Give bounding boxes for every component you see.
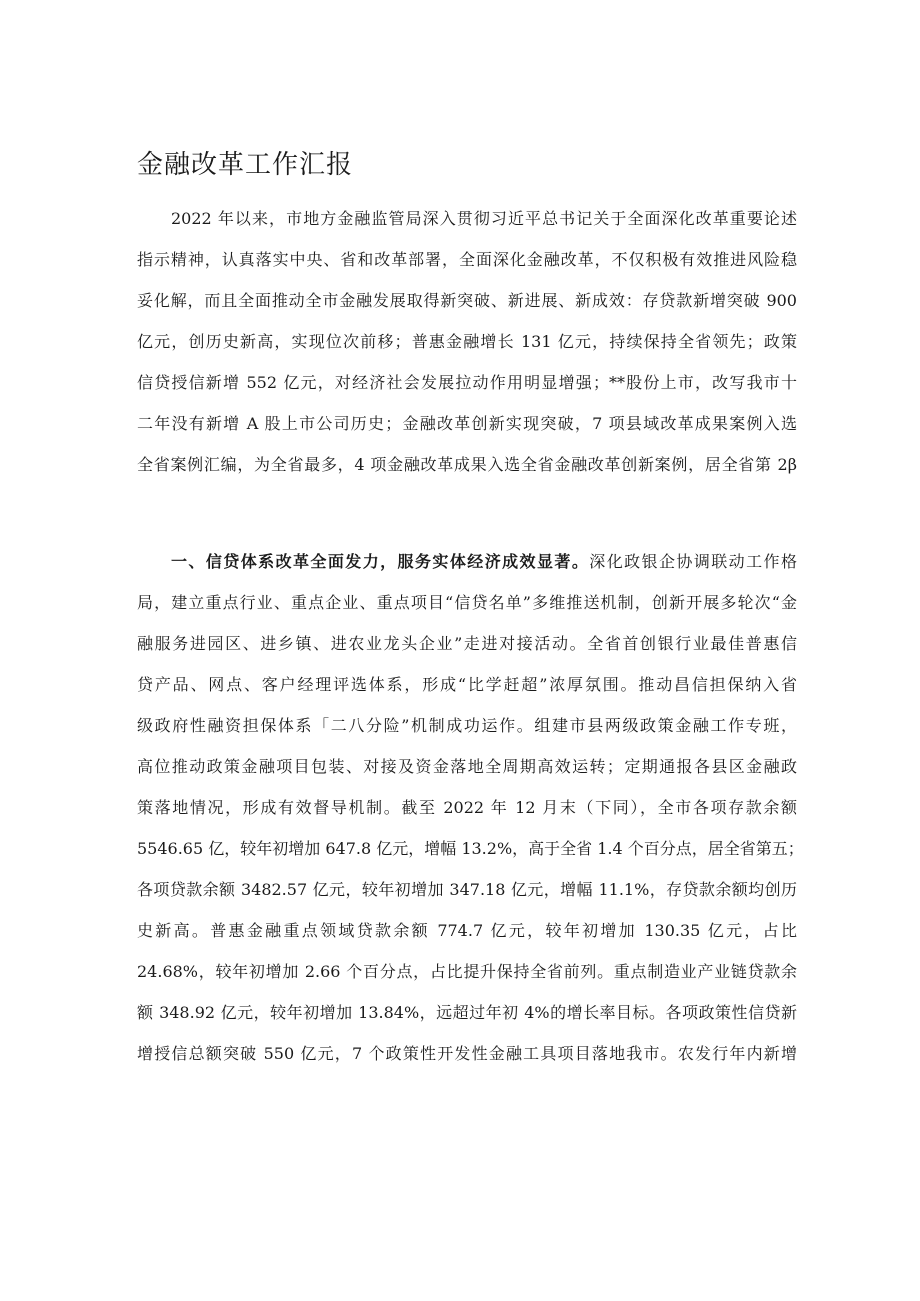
text-line: 级政府性融资担保体系「二八分险”机制成功运作。组建市县两级政策金融工作专班， [137,716,797,735]
document-title: 金融改革工作汇报 [137,150,354,180]
heading-continuation: 深化政银企协调联动工作格 [589,552,797,571]
text-line: 2022 年以来，市地方金融监管局深入贯彻习近平总书记关于全面深化改革重要论述 [171,209,797,228]
text-line: 史新高。普惠金融重点领域贷款余额 774.7 亿元，较年初增加 130.35 亿元，占比 [137,921,797,940]
text-line: 5546.65 亿，较年初增加 647.8 亿元，增幅 13.2%，高于全省 1.4 个百分点，居全省第五； [137,839,804,858]
text-line [137,541,797,582]
text-line: 二年没有新增 A 股上市公司历史；金融改革创新实现突破，7 项县域改革成果案例入选 [137,414,797,433]
text-line: 全省案例汇编，为全省最多，4 项金融改革成果入选全省金融改革创新案例，居全省第 2β [137,455,797,474]
text-line: 高位推动政策金融项目包装、对接及资金落地全周期高效运转；定期通报各县区金融政 [137,757,797,776]
text-line: 策落地情况，形成有效督导机制。截至 2022 年 12 月末（下同），全市各项存款余额 [137,798,797,817]
section-heading: 一、信贷体系改革全面发力，服务实体经济成效显著。 [171,552,590,571]
text-line: 指示精神，认真落实中央、省和改革部署，全面深化金融改革，不仅积极有效推进风险稳 [137,250,797,269]
text-line: 各项贷款余额 3482.57 亿元，较年初增加 347.18 亿元，增幅 11.1%，存贷款余额均创历 [137,880,797,899]
paragraph-credit-reform [137,541,804,1074]
text-line: 信贷授信新增 552 亿元，对经济社会发展拉动作用明显增强；**股份上市，改写我市十 [137,373,797,392]
text-line: 妥化解，而且全面推动全市金融发展取得新突破、新进展、新成效：存贷款新增突破 900 [137,291,797,310]
text-line: 额 348.92 亿元，较年初增加 13.84%，远超过年初 4%的增长率目标。各项政策性信贷新 [137,1003,797,1022]
text-line: 局，建立重点行业、重点企业、重点项目“信贷名单”多维推送机制，创新开展多轮次“金 [137,593,797,612]
text-line: 亿元，创历史新高，实现位次前移；普惠金融增长 131 亿元，持续保持全省领先；政策 [137,332,797,351]
paragraph-intro [137,198,797,485]
text-line: 增授信总额突破 550 亿元，7 个政策性开发性金融工具项目落地我市。农发行年内新增 [137,1044,797,1063]
text-line: 融服务进园区、进乡镇、进农业龙头企业”走进对接活动。全省首创银行业最佳普惠信 [137,634,797,653]
text-line: 贷产品、网点、客户经理评选体系，形成“比学赶超”浓厚氛围。推动昌信担保纳入省 [137,675,797,694]
text-line: 24.68%，较年初增加 2.66 个百分点，占比提升保持全省前列。重点制造业产业链贷款余 [137,962,797,981]
